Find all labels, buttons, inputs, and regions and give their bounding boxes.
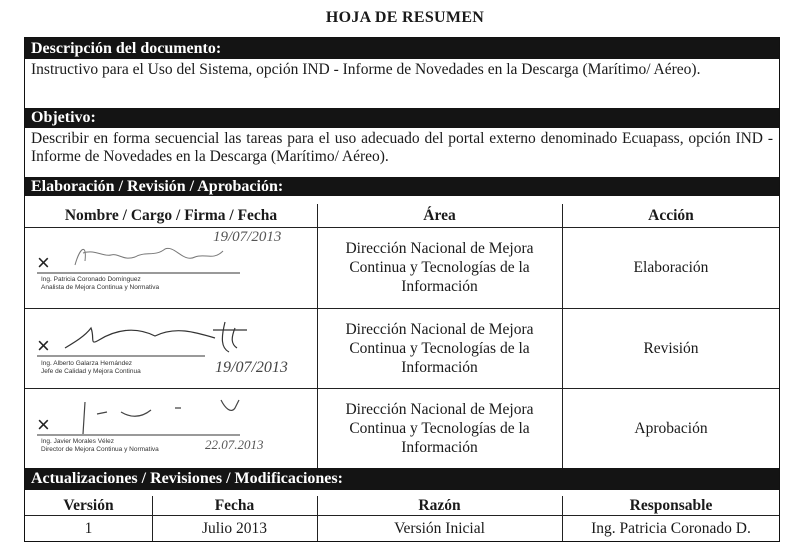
col-header-reason: Razón bbox=[418, 497, 461, 514]
row-area: Dirección Nacional de Mejora Continua y Tecnologías de la Información bbox=[345, 240, 534, 295]
handwritten-signature bbox=[25, 388, 315, 468]
row-area: Dirección Nacional de Mejora Continua y Tecnologías de la Información bbox=[345, 320, 534, 376]
handwritten-signature bbox=[25, 227, 315, 308]
signature-x-mark: × bbox=[37, 333, 50, 358]
signature-block bbox=[25, 227, 315, 308]
row-action: Aprobación bbox=[634, 419, 708, 437]
updates-heading: Actualizaciones / Revisiones / Modificaciones: bbox=[25, 468, 779, 490]
objective-heading: Objetivo: bbox=[25, 108, 779, 128]
signer-role: Director de Mejora Continua y Normativa bbox=[41, 446, 159, 453]
row-action: Revisión bbox=[643, 339, 699, 357]
row-area: Dirección Nacional de Mejora Continua y Tecnologías de la Información bbox=[345, 400, 534, 456]
update-responsible: Ing. Patricia Coronado D. bbox=[591, 519, 751, 537]
signature-date: 22.07.2013 bbox=[205, 437, 264, 452]
row-action: Elaboración bbox=[633, 259, 709, 276]
signature-x-mark: × bbox=[37, 250, 50, 275]
page-title: HOJA DE RESUMEN bbox=[325, 9, 485, 26]
grid-line bbox=[317, 204, 318, 468]
col-header-name: Nombre / Cargo / Firma / Fecha bbox=[64, 207, 278, 224]
signature-block bbox=[25, 388, 315, 468]
signer-role: Analista de Mejora Continua y Normativa bbox=[41, 284, 160, 291]
col-header-area: Área bbox=[423, 207, 456, 224]
description-text: Instructivo para el Uso del Sistema, opción IND - Informe de Novedades en la Descarga (Marítimo/ Aéreo). bbox=[31, 61, 701, 78]
update-reason: Versión Inicial bbox=[394, 519, 485, 537]
update-date: Julio 2013 bbox=[201, 519, 268, 537]
handwritten-signature bbox=[25, 308, 315, 388]
col-header-date: Fecha bbox=[214, 497, 255, 514]
signer-name: Ing. Javier Morales Vélez bbox=[41, 438, 114, 445]
signer-name: Ing. Patricia Coronado Domínguez bbox=[41, 276, 141, 283]
objective-text: Describir en forma secuencial las tareas para el uso adecuado del portal externo denominado Ecuapass, opción IND - Informe de Novedades en la Descarga (Marítimo/ Aéreo). bbox=[31, 130, 773, 165]
col-header-version: Versión bbox=[63, 497, 114, 514]
col-header-responsible: Responsable bbox=[629, 497, 713, 514]
signature-date: 19/07/2013 bbox=[215, 359, 288, 376]
update-version: 1 bbox=[84, 519, 93, 537]
approval-heading: Elaboración / Revisión / Aprobación: bbox=[25, 177, 779, 196]
signature-date: 19/07/2013 bbox=[213, 229, 282, 245]
signature-x-mark: × bbox=[37, 412, 50, 437]
signer-role: Jefe de Calidad y Mejora Continua bbox=[41, 368, 141, 375]
col-header-action: Acción bbox=[648, 207, 694, 224]
summary-sheet bbox=[24, 37, 780, 542]
signature-block bbox=[25, 308, 315, 388]
description-heading: Descripción del documento: bbox=[25, 38, 779, 59]
signer-name: Ing. Alberto Galarza Hernández bbox=[41, 360, 133, 367]
